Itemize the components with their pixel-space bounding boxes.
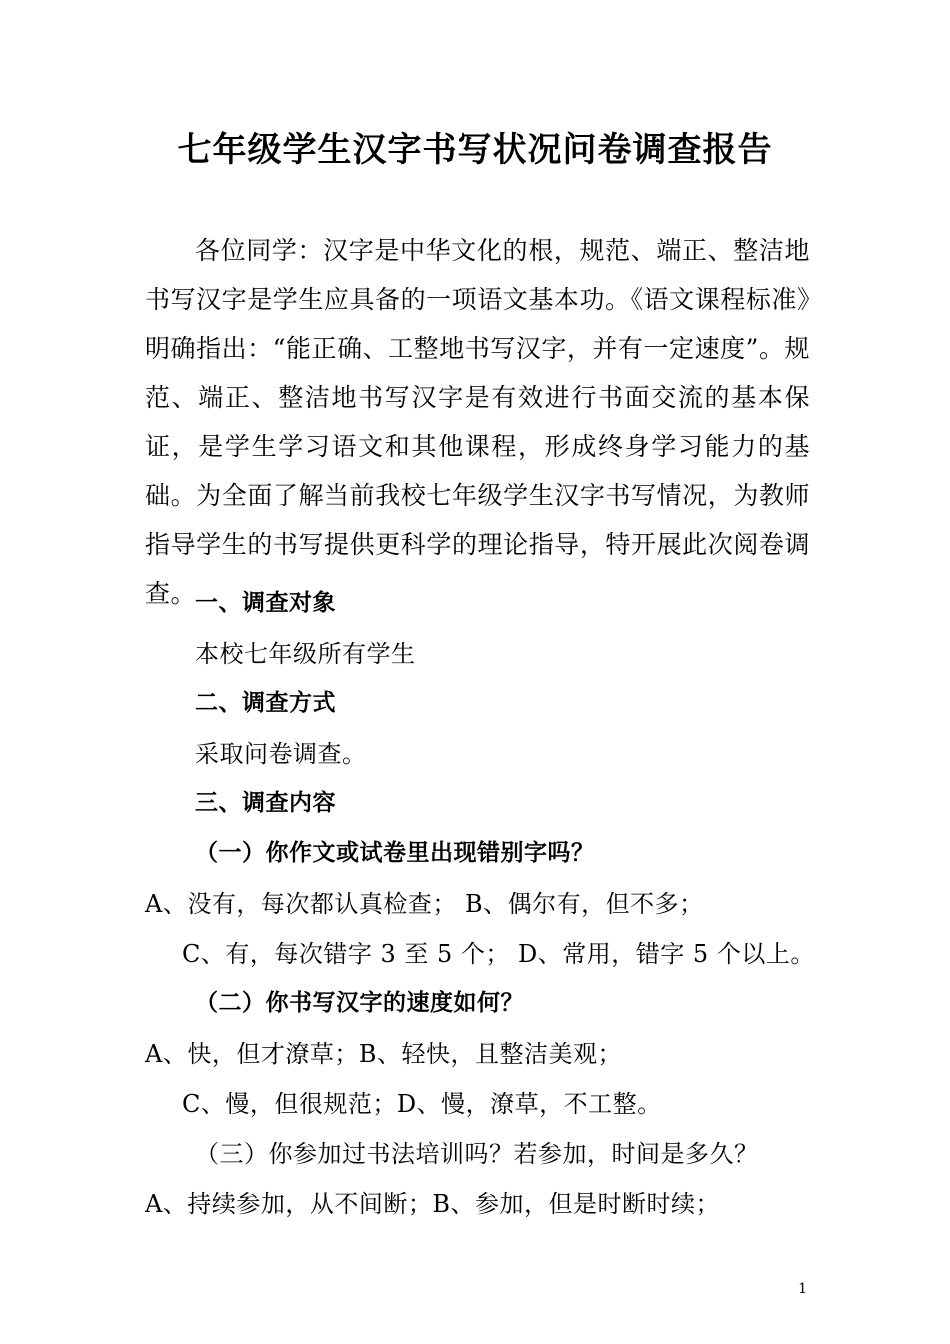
- section-text-method: 采取问卷调查。: [195, 740, 367, 768]
- section-heading-content: 三、调查内容: [195, 790, 336, 816]
- question-1-options-a-b: A、没有，每次都认真检查； B、偶尔有，但不多；: [145, 890, 704, 918]
- question-3-title: （三）你参加过书法培训吗？若参加，时间是多久？: [195, 1140, 759, 1168]
- question-2-options-a-b: A、快，但才潦草；B、轻快，且整洁美观；: [145, 1040, 622, 1068]
- intro-block: [145, 226, 810, 618]
- page-number: 1: [798, 1281, 807, 1297]
- page-title: 七年级学生汉字书写状况问卷调查报告: [177, 130, 773, 170]
- intro-paragraph: 各位同学：汉字是中华文化的根，规范、端正、整洁地书写汉字是学生应具备的一项语文基本功。《语文课程标准》明确指出：“能正确、工整地书写汉字，并有一定速度”。规范、端正、整洁地书写汉字是有效进行书面交流的基本保证，是学生学习语文和其他课程，形成终身学习能力的基础。为全面了解当前我校七年级学生汉字书写情况，为教师指导学生的书写提供更科学的理论指导，特开展此次阅卷调查。: [145, 236, 810, 608]
- section-heading-target: 一、调查对象: [195, 590, 336, 616]
- section-text-target: 本校七年级所有学生: [195, 640, 416, 668]
- question-3-options-a-b: A、持续参加，从不间断；B、参加，但是时断时续；: [145, 1190, 720, 1218]
- question-2-options-c-d: C、慢，但很规范；D、慢，潦草，不工整。: [182, 1090, 662, 1118]
- section-heading-method: 二、调查方式: [195, 690, 336, 716]
- question-1-options-c-d: C、有，每次错字 3 至 5 个； D、常用，错字 5 个以上。: [182, 940, 815, 968]
- question-2-title: （二）你书写汉字的速度如何？: [195, 990, 524, 1016]
- question-1-title: （一）你作文或试卷里出现错别字吗？: [195, 840, 595, 866]
